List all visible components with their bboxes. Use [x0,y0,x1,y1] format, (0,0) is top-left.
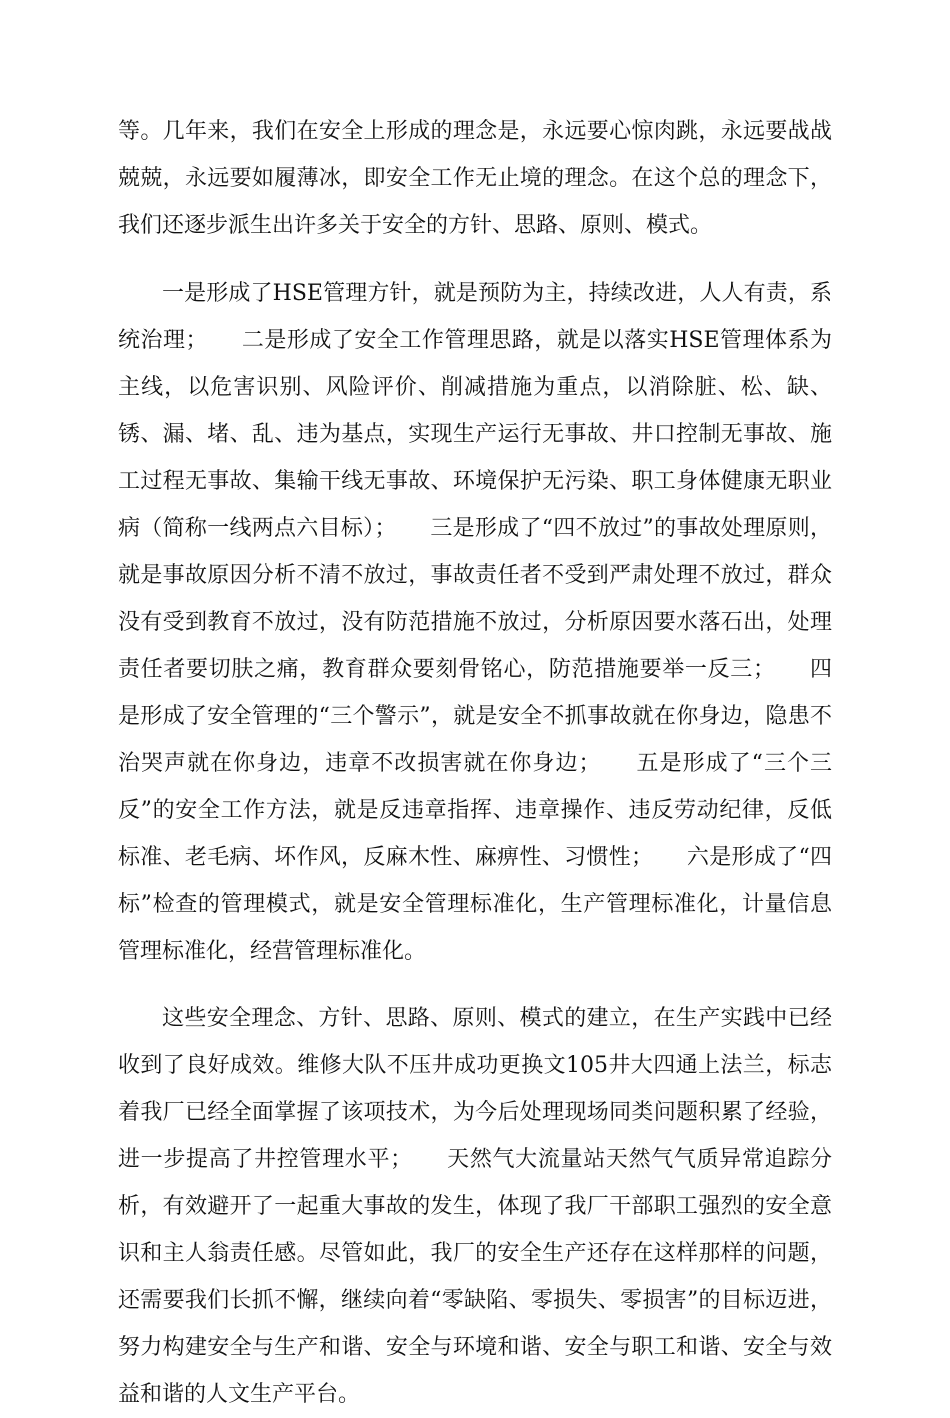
paragraph-1: 等。几年来，我们在安全上形成的理念是，永远要心惊肉跳，永远要战战兢兢，永远要如履薄冰，即安全工作无止境的理念。在这个总的理念下，我们还逐步派生出许多关于安全的方针、思路、原则、模式。 [118,119,832,238]
paragraph-3: 这些安全理念、方针、思路、原则、模式的建立，在生产实践中已经收到了良好成效。维修大队不压井成功更换文105井大四通上法兰，标志着我厂已经全面掌握了该项技术，为今后处理现场同类问题积累了经验，进一步提高了井控管理水平； 天然气大流量站天然气气质异常追踪分析，有效避开了一起重大事故的发生，体现了我厂干部职工强烈的安全意识和主人翁责任感。尽管如此，我厂的安全生产还存在这样那样的问题，还需要我们长抓不懈，继续向着“零缺陷、零损失、零损害”的目标迈进，努力构建安全与生产和谐、安全与环境和谐、安全与职工和谐、安全与效益和谐的人文生产平台。 [118,1006,832,1407]
document-body [118,108,832,1418]
paragraph-2: 一是形成了HSE管理方针，就是预防为主，持续改进，人人有责，系统治理； 二是形成了安全工作管理思路，就是以落实HSE管理体系为主线，以危害识别、风险评价、削减措施为重点，以消除脏、松、缺、锈、漏、堵、乱、违为基点，实现生产运行无事故、井口控制无事故、施工过程无事故、集输干线无事故、环境保护无污染、职工身体健康无职业病（简称一线两点六目标）； 三是形成了“四不放过”的事故处理原则，就是事故原因分析不清不放过，事故责任者不受到严肃处理不放过，群众没有受到教育不放过，没有防范措施不放过，分析原因要水落石出，处理责任者要切肤之痛，教育群众要刻骨铭心，防范措施要举一反三； 四是形成了安全管理的“三个警示”，就是安全不抓事故就在你身边，隐患不治哭声就在你身边，违章不改损害就在你身边； 五是形成了“三个三反”的安全工作方法，就是反违章指挥、违章操作、违反劳动纪律，反低标准、老毛病、坏作风，反麻木性、麻痹性、习惯性； 六是形成了“四标”检查的管理模式，就是安全管理标准化，生产管理标准化，计量信息管理标准化，经营管理标准化。 [118,281,832,964]
